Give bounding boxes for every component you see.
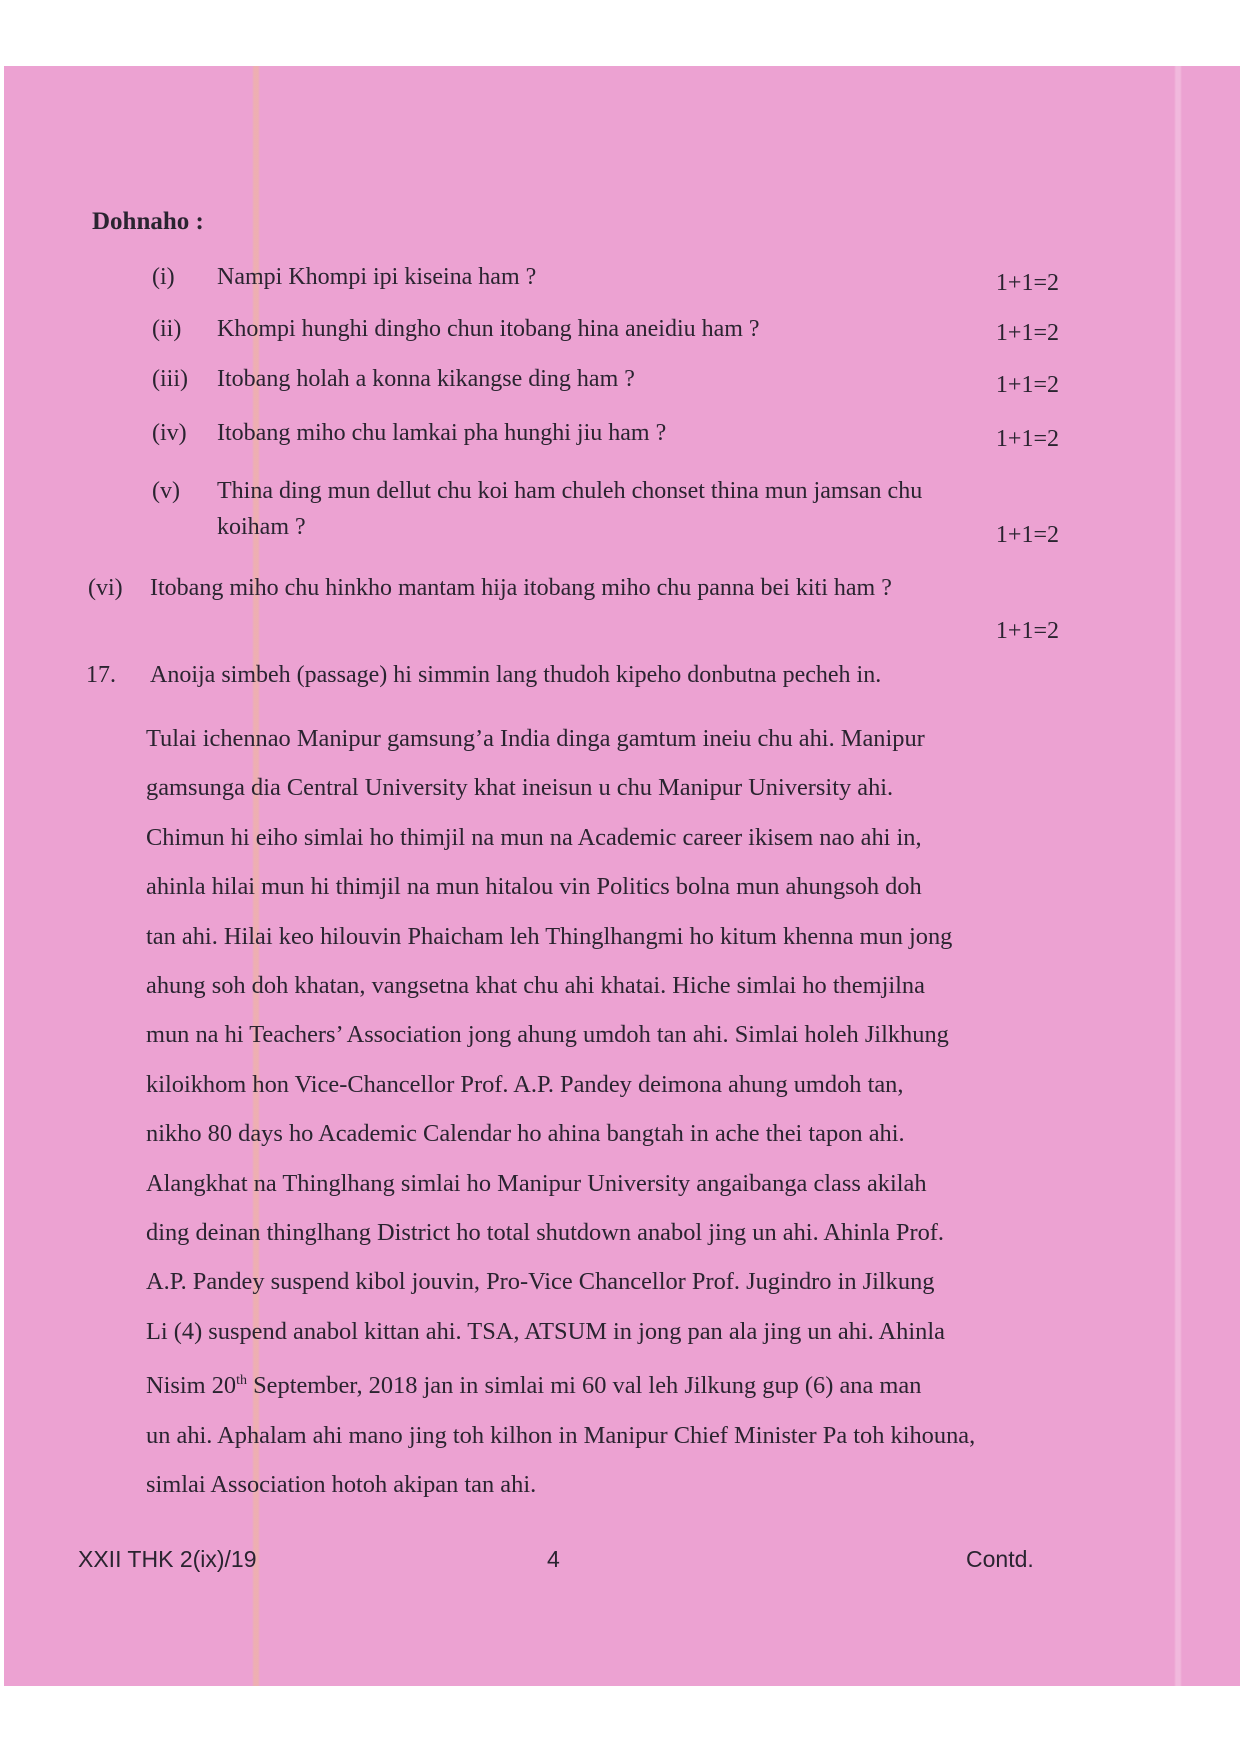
question-number: (iv) bbox=[152, 420, 187, 446]
passage-line: ding deinan thinglhang District ho total shutdown anabol jing un ahi. Ahinla Prof. bbox=[146, 1219, 945, 1247]
question-number: (iii) bbox=[152, 366, 188, 392]
question-marks: 1+1=2 bbox=[995, 372, 1059, 398]
continued-label: Contd. bbox=[966, 1546, 1034, 1572]
passage-line: mun na hi Teachers’ Association jong ahung umdoh tan ahi. Simlai holeh Jilkhung bbox=[146, 1021, 949, 1049]
question-marks: 1+1=2 bbox=[995, 522, 1059, 548]
question-text: Itobang miho chu lamkai pha hunghi jiu ham ? bbox=[217, 420, 667, 446]
question-number: (i) bbox=[152, 264, 175, 290]
passage-line: tan ahi. Hilai keo hilouvin Phaicham leh Thinglhangmi ho kitum khenna mun jong bbox=[146, 922, 953, 950]
question-17-instruction: Anoija simbeh (passage) hi simmin lang thudoh kipeho donbutna pecheh in. bbox=[150, 662, 882, 688]
passage-line: Alangkhat na Thinglhang simlai ho Manipur University angaibanga class akilah bbox=[146, 1169, 927, 1197]
question-text: Nampi Khompi ipi kiseina ham ? bbox=[217, 264, 537, 290]
passage-line: Tulai ichennao Manipur gamsung’a India dinga gamtum ineiu chu ahi. Manipur bbox=[146, 725, 925, 752]
passage-line: A.P. Pandey suspend kibol jouvin, Pro-Vice Chancellor Prof. Jugindro in Jilkung bbox=[146, 1268, 935, 1296]
passage-line-date bbox=[146, 1356, 1058, 1411]
passage-line: Li (4) suspend anabol kittan ahi. TSA, ATSUM in jong pan ala jing un ahi. Ahinla bbox=[146, 1317, 945, 1345]
question-marks: 1+1=2 bbox=[995, 426, 1059, 452]
passage bbox=[146, 714, 1058, 1510]
question-marks: 1+1=2 bbox=[995, 270, 1059, 296]
passage-line: Chimun hi eiho simlai ho thimjil na mun na Academic career ikisem nao ahi in, bbox=[146, 823, 922, 851]
passage-line: kiloikhom hon Vice-Chancellor Prof. A.P. Pandey deimona ahung umdoh tan, bbox=[146, 1070, 904, 1098]
passage-line: nikho 80 days ho Academic Calendar ho ahina bangtah in ache thei tapon ahi. bbox=[146, 1120, 905, 1148]
question-text-line: koiham ? bbox=[217, 514, 306, 540]
page-number: 4 bbox=[547, 1546, 560, 1572]
date-text-rest: September, 2018 jan in simlai mi 60 val leh Jilkung gup (6) ana man bbox=[247, 1372, 922, 1400]
question-17-number: 17. bbox=[86, 662, 116, 688]
date-text: Nisim 20 bbox=[146, 1372, 237, 1400]
section-heading: Dohnaho : bbox=[92, 208, 204, 235]
paper-code: XXII THK 2(ix)/19 bbox=[78, 1546, 257, 1572]
question-text: Itobang miho chu hinkho mantam hija itobang miho chu panna bei kiti ham ? bbox=[150, 575, 892, 601]
passage-line: ahinla hilai mun hi thimjil na mun hitalou vin Politics bolna mun ahungsoh doh bbox=[146, 873, 922, 901]
question-marks: 1+1=2 bbox=[995, 618, 1059, 644]
passage-line: un ahi. Aphalam ahi mano jing toh kilhon in Manipur Chief Minister Pa toh kihouna, bbox=[146, 1421, 976, 1449]
question-text-line: Thina ding mun dellut chu koi ham chuleh chonset thina mun jamsan chu bbox=[217, 478, 923, 504]
question-number: (v) bbox=[152, 478, 180, 504]
passage-line: gamsunga dia Central University khat ineisun u chu Manipur University ahi. bbox=[146, 774, 894, 802]
question-number: (vi) bbox=[88, 575, 123, 601]
question-text: Itobang holah a konna kikangse ding ham ? bbox=[217, 366, 635, 392]
question-marks: 1+1=2 bbox=[995, 320, 1059, 346]
passage-line: ahung soh doh khatan, vangsetna khat chu ahi khatai. Hiche simlai ho themjilna bbox=[146, 972, 925, 1000]
date-suffix: th bbox=[236, 1373, 248, 1389]
question-text: Khompi hunghi dingho chun itobang hina aneidiu ham ? bbox=[217, 316, 760, 342]
question-number: (ii) bbox=[152, 316, 182, 342]
passage-line: simlai Association hotoh akipan tan ahi. bbox=[146, 1471, 537, 1499]
